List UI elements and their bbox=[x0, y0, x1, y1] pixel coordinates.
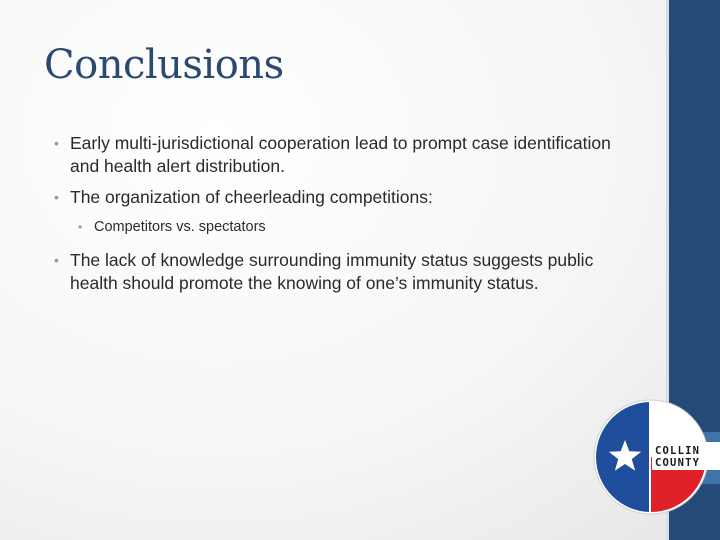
collin-county-logo bbox=[592, 398, 720, 516]
bullet-marker: • bbox=[54, 189, 59, 205]
bullet-text: The lack of knowledge surrounding immunity status suggests public health should promote the knowing of one’s immunity status. bbox=[70, 250, 594, 293]
bullet-item bbox=[52, 186, 642, 209]
bullet-text: The organization of cheerleading competitions: bbox=[70, 187, 433, 207]
bullet-item bbox=[52, 249, 642, 295]
slide-title: Conclusions bbox=[44, 42, 284, 88]
bullet-text: Early multi-jurisdictional cooperation lead to prompt case identification and health alert distribution. bbox=[70, 133, 611, 176]
sub-bullet-text: Competitors vs. spectators bbox=[94, 219, 266, 235]
bullet-list bbox=[52, 132, 642, 303]
sub-bullet-item bbox=[52, 217, 642, 237]
bullet-marker: • bbox=[78, 220, 83, 234]
logo-text-line2: COUNTY bbox=[655, 457, 701, 469]
bullet-marker: • bbox=[54, 135, 59, 151]
logo-text-line1: COLLIN bbox=[655, 445, 701, 457]
bullet-marker: • bbox=[54, 252, 59, 268]
bullet-item bbox=[52, 132, 642, 178]
